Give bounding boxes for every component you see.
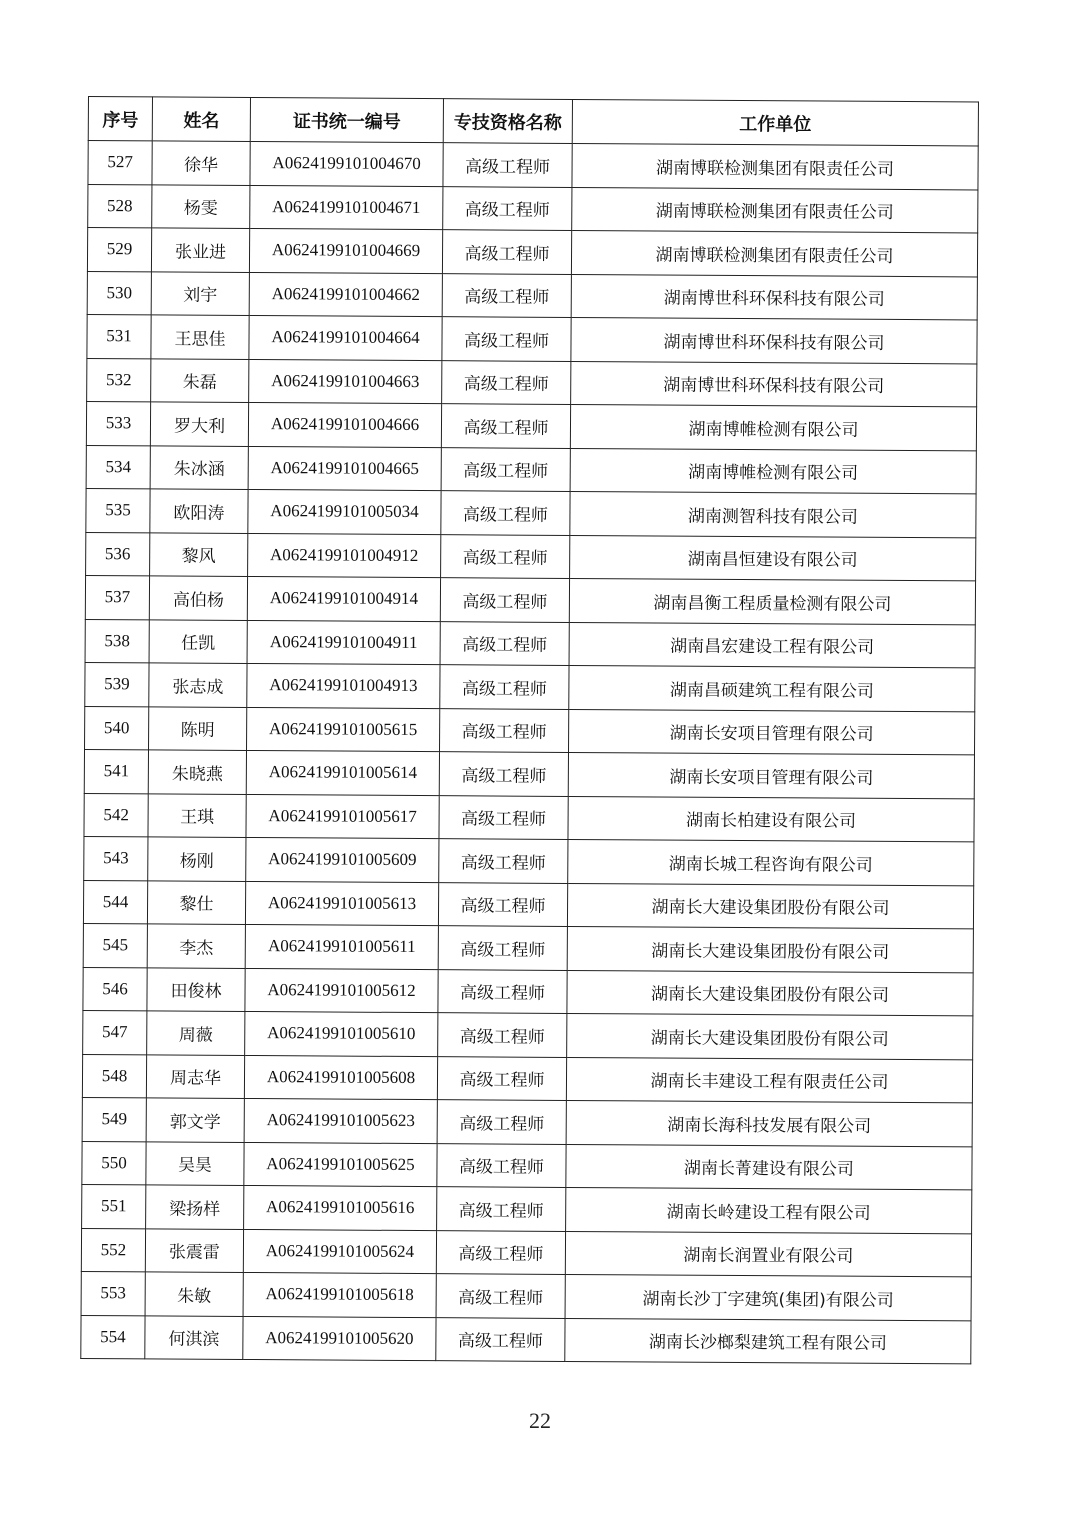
certificate-number-cell: A0624199101005613: [245, 881, 438, 926]
name-cell: 黎仕: [147, 880, 245, 924]
serial-cell: 550: [82, 1141, 146, 1185]
table-row: [85, 706, 975, 755]
table-row: [82, 1141, 972, 1190]
name-cell: 杨雯: [152, 184, 250, 228]
page-number: 22: [529, 1408, 551, 1433]
qualification-cell: 高级工程师: [441, 404, 570, 448]
qualification-cell: 高级工程师: [439, 839, 568, 883]
serial-cell: 546: [83, 967, 147, 1011]
certificate-number-cell: A0624199101004666: [248, 402, 441, 447]
certificate-number-cell: A0624199101004664: [249, 315, 442, 360]
serial-cell: 554: [81, 1315, 145, 1359]
table-row: [81, 1315, 971, 1364]
qualification-cell: 高级工程师: [440, 708, 569, 752]
certificate-number-cell: A0624199101005611: [245, 924, 438, 969]
serial-cell: 535: [86, 488, 150, 532]
table-row: [87, 271, 977, 320]
name-cell: 周志华: [146, 1054, 244, 1098]
certificate-number-cell: A0624199101005609: [246, 837, 439, 882]
table-row: [81, 1271, 971, 1320]
serial-cell: 542: [84, 793, 148, 837]
table-row: [86, 401, 976, 450]
name-cell: 李杰: [147, 924, 245, 968]
table-row: [88, 141, 978, 190]
table-row: [85, 662, 975, 711]
serial-cell: 528: [88, 184, 152, 228]
name-cell: 朱晓燕: [148, 750, 246, 794]
certificate-number-cell: A0624199101004665: [248, 446, 441, 491]
table-row: [86, 488, 976, 537]
qualification-cell: 高级工程师: [437, 1100, 566, 1144]
header-serial: 序号: [88, 97, 152, 141]
certificate-number-cell: A0624199101004663: [249, 359, 442, 404]
work-unit-cell: 湖南长大建设集团股份有限公司: [567, 1013, 973, 1059]
table-row: [85, 619, 975, 668]
work-unit-cell: 湖南昌硕建筑工程有限公司: [569, 665, 975, 711]
certificate-number-cell: A0624199101005612: [245, 968, 438, 1013]
qualification-cell: 高级工程师: [438, 882, 567, 926]
certificate-number-cell: A0624199101004914: [247, 576, 440, 621]
name-cell: 张志成: [149, 663, 247, 707]
work-unit-cell: 湖南昌宏建设工程有限公司: [569, 622, 975, 668]
name-cell: 张业进: [151, 228, 249, 272]
certificate-number-cell: A0624199101004670: [250, 141, 443, 186]
table-row: [83, 923, 973, 972]
qualification-cell: 高级工程师: [439, 795, 568, 839]
certificate-number-cell: A0624199101005614: [246, 750, 439, 795]
header-qualification: 专技资格名称: [443, 99, 572, 144]
name-cell: 黎风: [150, 532, 248, 576]
serial-cell: 551: [82, 1184, 146, 1228]
certificate-number-cell: A0624199101005623: [244, 1098, 437, 1143]
certificate-number-cell: A0624199101005624: [243, 1229, 436, 1274]
serial-cell: 531: [87, 314, 151, 358]
certificate-number-cell: A0624199101005618: [243, 1272, 436, 1317]
work-unit-cell: 湖南昌衡工程质量检测有限公司: [569, 578, 975, 624]
name-cell: 杨刚: [148, 837, 246, 881]
name-cell: 任凯: [149, 619, 247, 663]
certificate-number-cell: A0624199101005610: [245, 1011, 438, 1056]
roster-table: [80, 96, 979, 1364]
name-cell: 王思佳: [151, 315, 249, 359]
serial-cell: 538: [85, 619, 149, 663]
work-unit-cell: 湖南长大建设集团股份有限公司: [567, 883, 973, 929]
qualification-cell: 高级工程师: [440, 578, 569, 622]
name-cell: 欧阳涛: [150, 489, 248, 533]
qualification-cell: 高级工程师: [436, 1230, 565, 1274]
qualification-cell: 高级工程师: [442, 360, 571, 404]
work-unit-cell: 湖南长安项目管理有限公司: [568, 709, 974, 755]
certificate-number-cell: A0624199101005620: [243, 1316, 436, 1361]
header-name: 姓名: [152, 97, 250, 142]
qualification-cell: 高级工程师: [440, 621, 569, 665]
work-unit-cell: 湖南博世科环保科技有限公司: [571, 361, 977, 407]
serial-cell: 541: [84, 749, 148, 793]
qualification-cell: 高级工程师: [438, 1013, 567, 1057]
table-row: [83, 1010, 973, 1059]
serial-cell: 548: [82, 1054, 146, 1098]
certificate-number-cell: A0624199101004662: [249, 272, 442, 317]
table-row: [82, 1054, 972, 1103]
serial-cell: 534: [86, 445, 150, 489]
serial-cell: 553: [81, 1271, 145, 1315]
name-cell: 田俊林: [147, 967, 245, 1011]
serial-cell: 547: [83, 1010, 147, 1054]
work-unit-cell: 湖南博世科环保科技有限公司: [571, 317, 977, 363]
qualification-cell: 高级工程师: [442, 230, 571, 274]
serial-cell: 537: [85, 575, 149, 619]
table-row: [81, 1228, 971, 1277]
work-unit-cell: 湖南长大建设集团股份有限公司: [567, 926, 973, 972]
name-cell: 朱敏: [145, 1272, 243, 1316]
serial-cell: 552: [81, 1228, 145, 1272]
certificate-number-cell: A0624199101004669: [249, 228, 442, 273]
work-unit-cell: 湖南测智科技有限公司: [570, 491, 976, 537]
work-unit-cell: 湖南博帷检测有限公司: [570, 448, 976, 494]
work-unit-cell: 湖南长城工程咨询有限公司: [568, 839, 974, 885]
qualification-cell: 高级工程师: [441, 534, 570, 578]
serial-cell: 530: [87, 271, 151, 315]
table-row: [84, 749, 974, 798]
work-unit-cell: 湖南博世科环保科技有限公司: [571, 274, 977, 320]
table-row: [84, 793, 974, 842]
name-cell: 周薇: [147, 1011, 245, 1055]
serial-cell: 540: [85, 706, 149, 750]
serial-cell: 549: [82, 1097, 146, 1141]
name-cell: 陈明: [149, 706, 247, 750]
qualification-cell: 高级工程师: [437, 1187, 566, 1231]
table-row: [86, 532, 976, 581]
qualification-cell: 高级工程师: [442, 317, 571, 361]
serial-cell: 529: [87, 228, 151, 272]
serial-cell: 539: [85, 662, 149, 706]
table-row: [86, 445, 976, 494]
name-cell: 何淇滨: [145, 1315, 243, 1359]
work-unit-cell: 湖南长柏建设有限公司: [568, 796, 974, 842]
qualification-cell: 高级工程师: [438, 969, 567, 1013]
table-row: [82, 1097, 972, 1146]
certificate-number-cell: A0624199101004911: [247, 620, 440, 665]
table-row: [87, 314, 977, 363]
name-cell: 梁扬样: [146, 1185, 244, 1229]
qualification-cell: 高级工程师: [438, 926, 567, 970]
qualification-cell: 高级工程师: [436, 1317, 565, 1361]
table-row: [85, 575, 975, 624]
work-unit-cell: 湖南博联检测集团有限责任公司: [572, 143, 978, 189]
qualification-cell: 高级工程师: [439, 752, 568, 796]
qualification-cell: 高级工程师: [437, 1143, 566, 1187]
name-cell: 徐华: [152, 141, 250, 185]
certificate-number-cell: A0624199101005034: [248, 489, 441, 534]
name-cell: 郭文学: [146, 1098, 244, 1142]
certificate-number-cell: A0624199101005625: [244, 1142, 437, 1187]
name-cell: 朱磊: [151, 358, 249, 402]
name-cell: 高伯杨: [149, 576, 247, 620]
qualification-cell: 高级工程师: [442, 273, 571, 317]
table-row: [88, 184, 978, 233]
work-unit-cell: 湖南长沙榔梨建筑工程有限公司: [565, 1318, 971, 1364]
name-cell: 张震雷: [145, 1228, 243, 1272]
work-unit-cell: 湖南长大建设集团股份有限公司: [567, 970, 973, 1016]
qualification-cell: 高级工程师: [443, 143, 572, 187]
certificate-number-cell: A0624199101005615: [247, 707, 440, 752]
serial-cell: 545: [83, 923, 147, 967]
certificate-number-cell: A0624199101004912: [248, 533, 441, 578]
serial-cell: 544: [83, 880, 147, 924]
qualification-cell: 高级工程师: [443, 186, 572, 230]
table-row: [87, 358, 977, 407]
work-unit-cell: 湖南长菁建设有限公司: [566, 1144, 972, 1190]
serial-cell: 536: [86, 532, 150, 576]
table-row: [83, 880, 973, 929]
serial-cell: 527: [88, 141, 152, 185]
work-unit-cell: 湖南长润置业有限公司: [565, 1231, 971, 1277]
table-row: [83, 967, 973, 1016]
header-certificate-number: 证书统一编号: [250, 97, 443, 142]
certificate-number-cell: A0624199101004913: [247, 663, 440, 708]
table-row: [82, 1184, 972, 1233]
table-row: [87, 228, 977, 277]
name-cell: 罗大利: [150, 402, 248, 446]
name-cell: 吴昊: [146, 1141, 244, 1185]
work-unit-cell: 湖南博帷检测有限公司: [570, 404, 976, 450]
work-unit-cell: 湖南长丰建设工程有限责任公司: [566, 1057, 972, 1103]
certificate-number-cell: A0624199101005617: [246, 794, 439, 839]
work-unit-cell: 湖南长岭建设工程有限公司: [566, 1187, 972, 1233]
name-cell: 王琪: [148, 793, 246, 837]
table-header-row: [88, 97, 978, 146]
qualification-cell: 高级工程师: [436, 1274, 565, 1318]
qualification-cell: 高级工程师: [441, 447, 570, 491]
work-unit-cell: 湖南长沙丁字建筑(集团)有限公司: [565, 1274, 971, 1320]
table-body: [81, 141, 978, 1364]
qualification-cell: 高级工程师: [437, 1056, 566, 1100]
work-unit-cell: 湖南博联检测集团有限责任公司: [571, 230, 977, 276]
work-unit-cell: 湖南昌恒建设有限公司: [570, 535, 976, 581]
header-work-unit: 工作单位: [572, 99, 978, 145]
certificate-number-cell: A0624199101004671: [250, 185, 443, 230]
name-cell: 朱冰涵: [150, 445, 248, 489]
work-unit-cell: 湖南长海科技发展有限公司: [566, 1100, 972, 1146]
serial-cell: 532: [87, 358, 151, 402]
table-row: [84, 836, 974, 885]
serial-cell: 543: [84, 836, 148, 880]
name-cell: 刘宇: [151, 271, 249, 315]
certificate-number-cell: A0624199101005608: [244, 1055, 437, 1100]
work-unit-cell: 湖南长安项目管理有限公司: [568, 752, 974, 798]
qualification-cell: 高级工程师: [441, 491, 570, 535]
serial-cell: 533: [86, 401, 150, 445]
certificate-number-cell: A0624199101005616: [244, 1185, 437, 1230]
qualification-cell: 高级工程师: [440, 665, 569, 709]
work-unit-cell: 湖南博联检测集团有限责任公司: [572, 187, 978, 233]
